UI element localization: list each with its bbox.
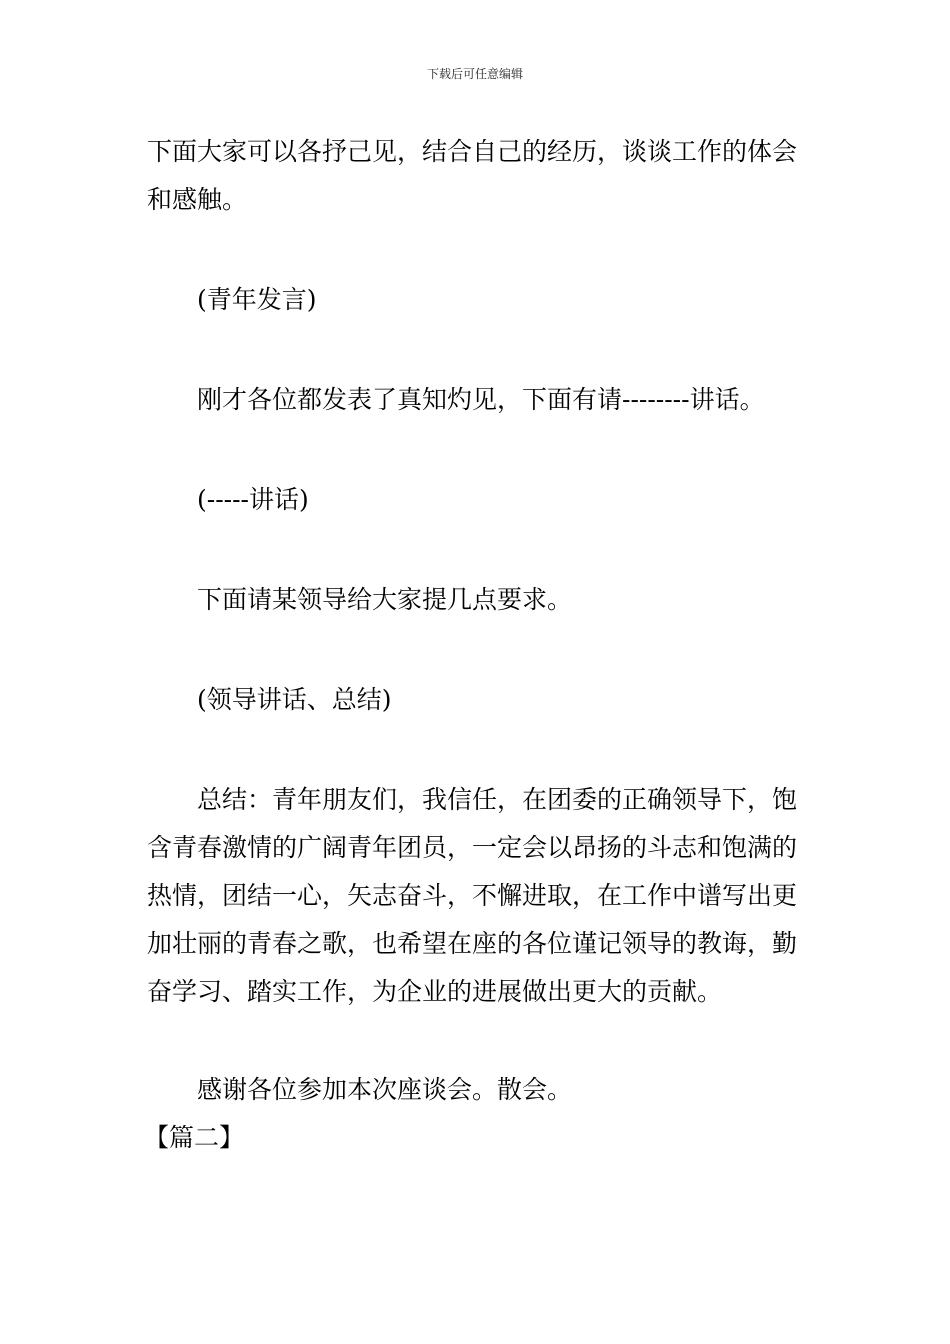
paragraph-leader-requirements: 下面请某领导给大家提几点要求。 xyxy=(197,585,573,614)
paragraph-opening: 下面大家可以各抒己见，结合自己的经历，谈谈工作的体会和感触。 xyxy=(147,137,798,214)
paragraph-youth-speech: (青年发言) xyxy=(197,285,317,314)
page-header: 下载后可任意编辑 xyxy=(426,67,523,81)
paragraph-closing: 感谢各位参加本次座谈会。散会。 xyxy=(197,1075,573,1104)
document-body xyxy=(144,128,812,1162)
paragraph-invite-speaker: 刚才各位都发表了真知灼见，下面有请--------讲话。 xyxy=(197,385,765,414)
section-heading: 【篇二】 xyxy=(144,1123,245,1152)
paragraph-leader-summary-note: (领导讲话、总结) xyxy=(197,685,392,714)
paragraph-speech-note: (-----讲话) xyxy=(197,485,309,514)
paragraph-summary: 总结：青年朋友们，我信任，在团委的正确领导下，饱含青春激情的广阔青年团员，一定会以昂扬的斗志和饱满的热情，团结一心，矢志奋斗，不懈进取，在工作中谱写出更加壮丽的青春之歌，也希望在座的各位谨记领导的教诲，勤奋学习、踏实工作，为企业的进展做出更大的贡献。 xyxy=(147,785,798,1006)
